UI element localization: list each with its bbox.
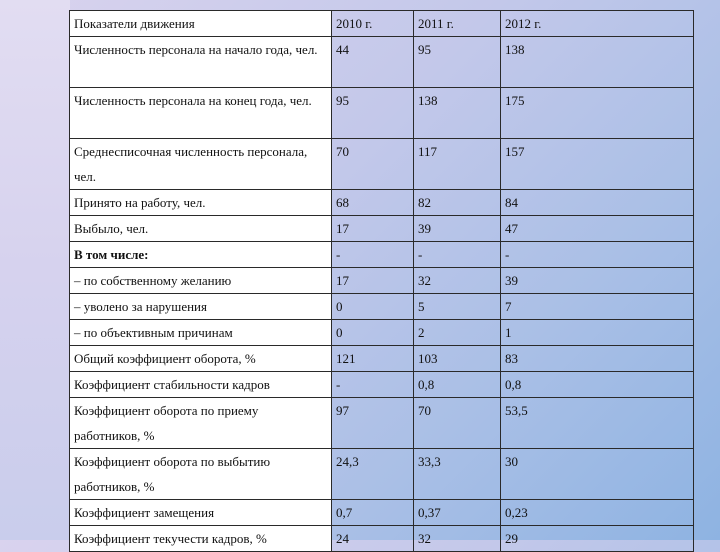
cell-2010: 0,7 bbox=[332, 500, 414, 526]
cell-2011: - bbox=[414, 242, 501, 268]
table-row bbox=[70, 449, 694, 500]
row-label: Численность персонала на начало года, чел. bbox=[70, 37, 332, 88]
row-label: Среднесписочная численность персонала, чел. bbox=[70, 139, 332, 190]
table-row bbox=[70, 216, 694, 242]
cell-2012: 83 bbox=[501, 346, 694, 372]
row-label: Коэффициент замещения bbox=[70, 500, 332, 526]
cell-2012: 175 bbox=[501, 88, 694, 139]
cell-2010: 121 bbox=[332, 346, 414, 372]
cell-2011: 0,8 bbox=[414, 372, 501, 398]
row-label: – уволено за нарушения bbox=[70, 294, 332, 320]
slide-background-panel bbox=[0, 0, 70, 540]
cell-2010: 17 bbox=[332, 216, 414, 242]
cell-2010: 24,3 bbox=[332, 449, 414, 500]
cell-2012: 39 bbox=[501, 268, 694, 294]
cell-2012: 53,5 bbox=[501, 398, 694, 449]
cell-2011: 0,37 bbox=[414, 500, 501, 526]
cell-2011: 32 bbox=[414, 268, 501, 294]
table-row bbox=[70, 37, 694, 88]
cell-2010: 24 bbox=[332, 526, 414, 552]
row-label: Выбыло, чел. bbox=[70, 216, 332, 242]
cell-2011: 32 bbox=[414, 526, 501, 552]
cell-2010: 95 bbox=[332, 88, 414, 139]
cell-2010: - bbox=[332, 242, 414, 268]
row-label: Коэффициент оборота по выбытию работников, % bbox=[70, 449, 332, 500]
cell-2010: 68 bbox=[332, 190, 414, 216]
header-cell: 2011 г. bbox=[414, 11, 501, 37]
row-label: Коэффициент стабильности кадров bbox=[70, 372, 332, 398]
cell-2010: 97 bbox=[332, 398, 414, 449]
cell-2011: 70 bbox=[414, 398, 501, 449]
cell-2012: 1 bbox=[501, 320, 694, 346]
row-label: Общий коэффициент оборота, % bbox=[70, 346, 332, 372]
table-row bbox=[70, 88, 694, 139]
row-label: Принято на работу, чел. bbox=[70, 190, 332, 216]
cell-2012: - bbox=[501, 242, 694, 268]
cell-2011: 33,3 bbox=[414, 449, 501, 500]
cell-2011: 82 bbox=[414, 190, 501, 216]
table-row bbox=[70, 190, 694, 216]
row-label: – по собственному желанию bbox=[70, 268, 332, 294]
table-row bbox=[70, 242, 694, 268]
cell-2011: 39 bbox=[414, 216, 501, 242]
table-row bbox=[70, 268, 694, 294]
table-header-row bbox=[70, 11, 694, 37]
row-label: Коэффициент оборота по приему работников, % bbox=[70, 398, 332, 449]
cell-2010: 0 bbox=[332, 320, 414, 346]
cell-2012: 47 bbox=[501, 216, 694, 242]
table-row bbox=[70, 294, 694, 320]
row-label: Коэффициент текучести кадров, % bbox=[70, 526, 332, 552]
cell-2012: 84 bbox=[501, 190, 694, 216]
row-label: В том числе: bbox=[70, 242, 332, 268]
row-label: – по объективным причинам bbox=[70, 320, 332, 346]
table-row bbox=[70, 372, 694, 398]
cell-2010: - bbox=[332, 372, 414, 398]
cell-2011: 2 bbox=[414, 320, 501, 346]
table-row bbox=[70, 500, 694, 526]
table-row bbox=[70, 346, 694, 372]
cell-2012: 157 bbox=[501, 139, 694, 190]
cell-2012: 30 bbox=[501, 449, 694, 500]
header-cell: 2010 г. bbox=[332, 11, 414, 37]
table-row bbox=[70, 526, 694, 552]
cell-2012: 138 bbox=[501, 37, 694, 88]
cell-2010: 0 bbox=[332, 294, 414, 320]
table-row bbox=[70, 320, 694, 346]
cell-2011: 5 bbox=[414, 294, 501, 320]
cell-2011: 138 bbox=[414, 88, 501, 139]
cell-2012: 7 bbox=[501, 294, 694, 320]
cell-2010: 70 bbox=[332, 139, 414, 190]
cell-2011: 103 bbox=[414, 346, 501, 372]
personnel-movement-table bbox=[69, 10, 694, 552]
cell-2010: 44 bbox=[332, 37, 414, 88]
cell-2010: 17 bbox=[332, 268, 414, 294]
header-cell: Показатели движения bbox=[70, 11, 332, 37]
cell-2011: 95 bbox=[414, 37, 501, 88]
cell-2012: 29 bbox=[501, 526, 694, 552]
table-row bbox=[70, 398, 694, 449]
cell-2012: 0,23 bbox=[501, 500, 694, 526]
row-label: Численность персонала на конец года, чел. bbox=[70, 88, 332, 139]
table-row bbox=[70, 139, 694, 190]
cell-2012: 0,8 bbox=[501, 372, 694, 398]
cell-2011: 117 bbox=[414, 139, 501, 190]
header-cell: 2012 г. bbox=[501, 11, 694, 37]
